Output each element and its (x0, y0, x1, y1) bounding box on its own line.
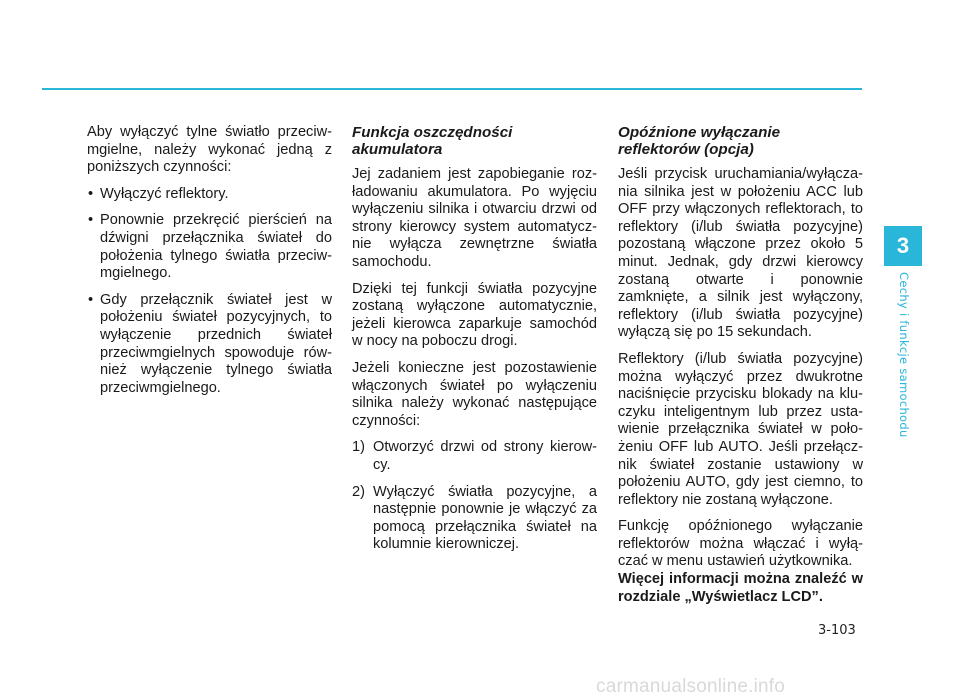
column-fog-light (87, 124, 332, 406)
paragraph: Jeżeli konieczne jest pozostawienie włączonych świateł po wyłączeniu silnika należy wykonać następujące czynności: (352, 359, 597, 429)
lcd-reference-note: Więcej informacji można znaleźć w rozdziale „Wyświetlacz LCD”. (618, 571, 863, 605)
step-item: 2) Wyłączyć światła pozycyjne, a następnie ponownie je włączyć za pomocą przełącznika świateł na kolumnie kierowniczej. (352, 483, 597, 553)
bullet-dot-icon: • (88, 212, 94, 229)
battery-saver-heading: Funkcja oszczędności akumulatora (352, 124, 513, 158)
paragraph: Jeśli przycisk uruchamiania/wyłącza-nia silnika jest w położeniu ACC lub OFF przy włączonych reflektorach, to reflektory (i/lub światła pozycyjne) pozostaną włączone przez około 5 minut. Jednak, gdy drzwi kierowcy zostaną otwarte i ponownie zamknięte, a silnik jest wyłączony, reflektory (i/lub światła pozycyjne) wyłączą się po 15 sekundach. (618, 166, 863, 341)
chapter-number-tab: 3 (884, 226, 922, 266)
bullet-item: • Gdy przełącznik świateł jest w położeniu świateł pozycyjnych, to wyłączenie przednich świateł przeciwmgielnych spowoduje rów-nież wyłączenie tylnego światła przeciwmgielnego. (88, 291, 332, 396)
bullet-dot-icon: • (88, 291, 94, 308)
bullet-item: • Ponownie przekręcić pierścień na dźwigni przełącznika świateł do położenia tylnego światła przeciw-mgielnego. (88, 212, 332, 282)
bullet-dot-icon: • (88, 185, 94, 202)
top-rule (42, 88, 862, 90)
headlamp-delay-heading: Opóźnione wyłączanie reflektorów (opcja) (618, 124, 781, 158)
paragraph: Funkcję opóźnionego wyłączanie reflektorów można włączać i wyłą-czać w menu ustawień użytkownika. (618, 518, 863, 570)
paragraph: Jej zadaniem jest zapobieganie roz-ładowaniu akumulatora. Po wyjęciu wyłączeniu silnika i otwarciu drzwi od strony kierowcy system automatycz-nie wyłącza zewnętrzne światła samochodu. (352, 166, 597, 270)
step-item: 1) Otworzyć drzwi od strony kierow-cy. (352, 439, 597, 473)
fog-light-bullet-list (87, 186, 332, 398)
paragraph: Reflektory (i/lub światła pozycyjne) można wyłączyć przez dwukrotne naciśnięcie przycisku blokady na klu-czyku inteligentnym lub przez usta-wienie przełącznika świateł w poło-żeniu OFF lub AUTO. Jeśli przełącz-nik świateł zostanie ustawiony w położeniu AUTO, gdy jest ciemno, to reflektory nie zostaną wyłączone. (618, 350, 863, 508)
column-headlamp-delay (618, 124, 863, 615)
battery-saver-steps (352, 439, 597, 554)
paragraph: Dzięki tej funkcji światła pozycyjne zostaną wyłączone automatycznie, jeżeli kierowca zaparkuje samochód w nocy na poboczu drogi. (352, 280, 597, 350)
column-battery-saver (352, 124, 597, 563)
chapter-title-label: Cechy i funkcje samochodu (897, 272, 911, 438)
page-number: 3-103 (818, 623, 856, 638)
fog-light-intro: Aby wyłączyć tylne światło przeciw-mgielne, należy wykonać jedną z poniższych czynności: (87, 124, 332, 176)
watermark: carmanualsonline.info (596, 676, 786, 697)
bullet-item: • Wyłączyć reflektory. (88, 185, 229, 202)
